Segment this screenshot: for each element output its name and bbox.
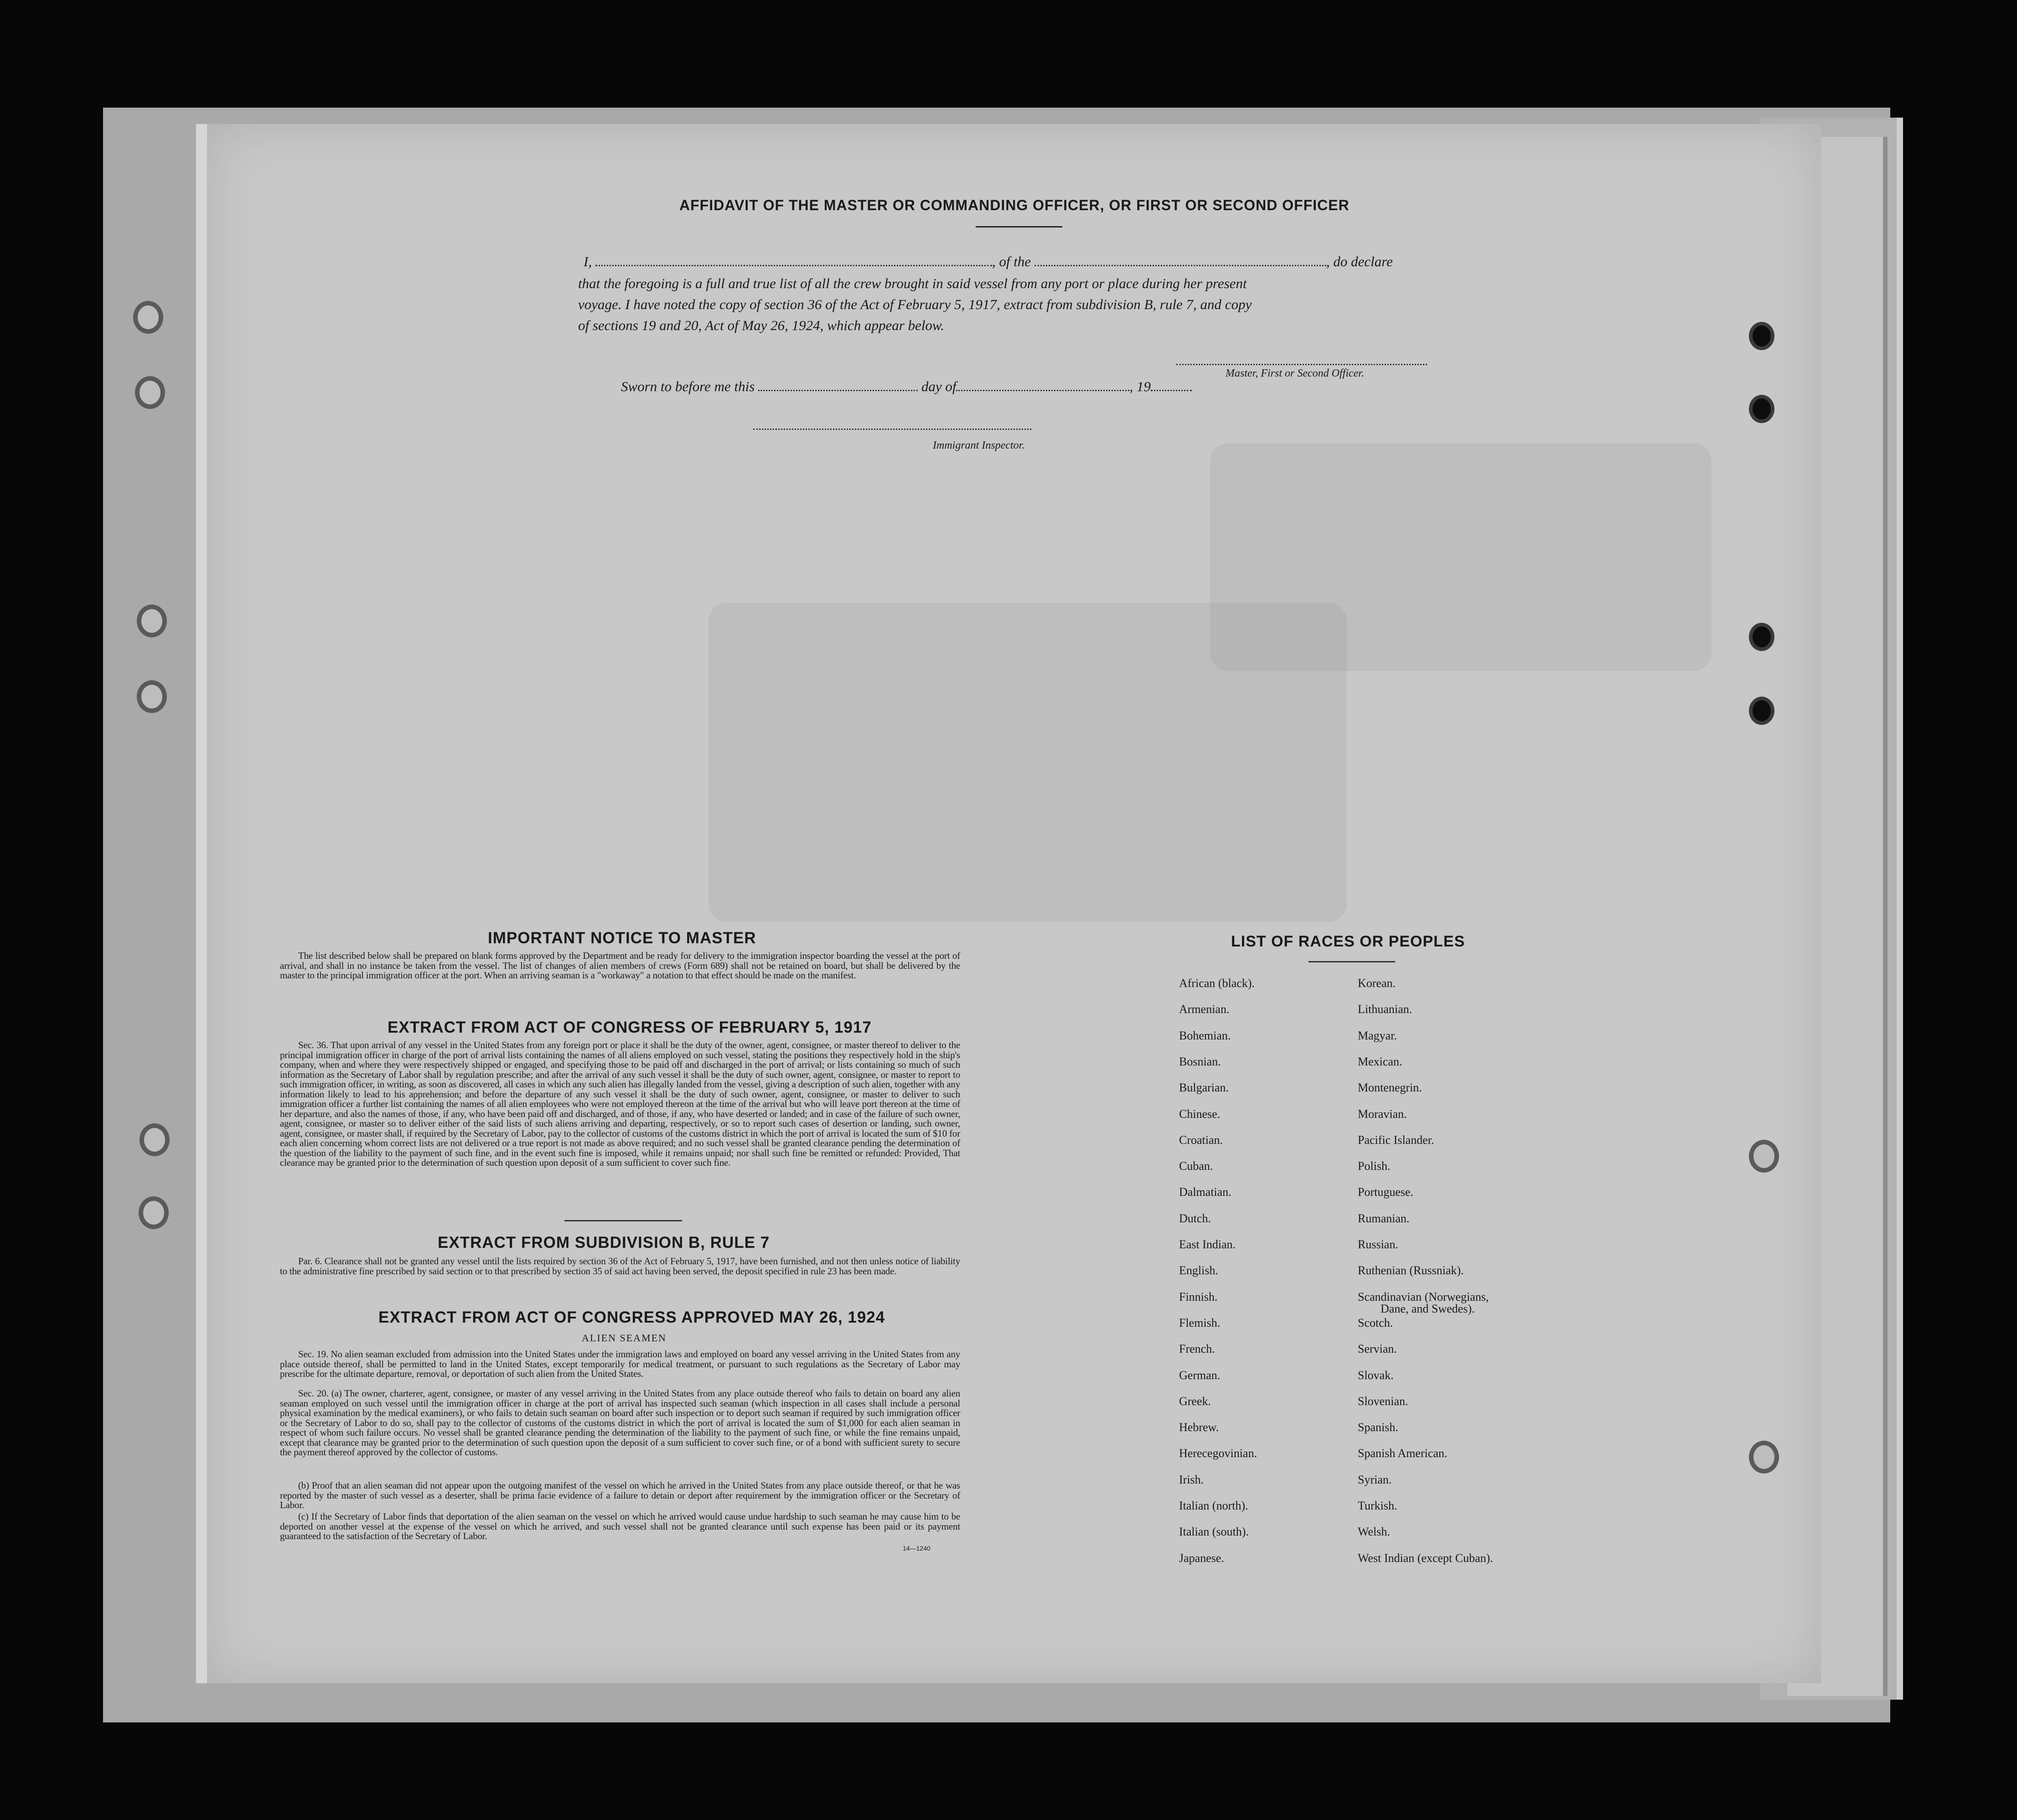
binder-hole-right-5	[1749, 1140, 1779, 1173]
binder-hole-right-4	[1749, 697, 1774, 725]
race-item: Ruthenian (Russniak).	[1358, 1264, 1464, 1277]
affidavit-title: AFFIDAVIT OF THE MASTER OR COMMANDING OFFICER, OR FIRST OR SECOND OFFICER	[679, 197, 1350, 213]
sec20a-text: Sec. 20. (a) The owner, charterer, agent, consignee, or master of any vessel arriving in the United States from any place outside thereof who fails to detain on board any alien seaman employed on such vessel until the immigration officer in charge at the port of arrival has inspected such seaman (which inspection in all cases shall include a personal physical examination by the medical examiners), or who fails to detain such seaman on board after such inspection or to deport such seaman if required by such immigration officer or the Secretary of Labor to do so, shall pay to the collector of customs of the customs district in which the port of arrival is located the sum of $1,000 for each alien seaman in respect of whom such failure occurs. No vessel shall be granted clearance pending the determination of the liability to the payment of such fine, or while the fine remains unpaid, except that clearance may be granted prior to the determination of such question upon the deposit of a sum sufficient to cover such fine, or of a bond with sufficient surety to secure the payment thereof approved by the collector of customs.	[280, 1388, 960, 1458]
race-item: Hebrew.	[1179, 1421, 1219, 1434]
race-item: German.	[1179, 1368, 1221, 1382]
notice-title: IMPORTANT NOTICE TO MASTER	[488, 929, 756, 947]
race-item: Polish.	[1358, 1159, 1391, 1173]
race-item: Russian.	[1358, 1238, 1398, 1251]
rule7-text: Par. 6. Clearance shall not be granted any vessel until the lists required by section 36 of the Act of February 5, 1917, have been furnished, and not then unless notice of liability to the administrative fine prescribed by said section or to that prescribed by section 35 of said act having been served, the deposit specified in rule 23 has been made.	[280, 1256, 960, 1277]
affidavit-line-4: of sections 19 and 20, Act of May 26, 1924, which appear below.	[578, 317, 945, 333]
section-divider-1	[564, 1220, 682, 1221]
race-item: Italian (north).	[1179, 1499, 1248, 1512]
affidavit-line-2: that the foregoing is a full and true list of all the crew brought in said vessel from any port or place during her present	[578, 275, 1247, 291]
race-item: French.	[1179, 1342, 1215, 1356]
extract-1917-text: Sec. 36. That upon arrival of any vessel in the United States from any foreign port or place it shall be the duty of the owner, agent, consignee, or master thereof to deliver to the principal immigration officer in charge of the port of arrival lists containing the names of all aliens employed on such vessel, stating the positions they respectively hold in the ship's company, when and where they were respectively shipped or engaged, and specifying those to be paid off and discharged in the port of arrival; or lists containing so much of such information as the Secretary of Labor shall by regulation prescribe; and after the arrival of any such vessel it shall be the duty of such owner, agent, consignee, or master to report to such immigration officer, in writing, as soon as discovered, all cases in which any such alien has illegally landed from the vessel, giving a description of such alien, together with any information likely to lead to his apprehension; and before the departure of any such vessel it shall be the duty of such owner, agent, consignee, or master to deliver to such immigration officer a further list containing the names of all alien employees who were not employed thereon at the time of the arrival but who will leave port thereon at the time of her departure, and also the names of those, if any, who have been paid off and discharged, and of those, if any, who have deserted or landed; and in case of the failure of such owner, agent, consignee, or master so to deliver either of the said lists of such aliens arriving and departing, respectively, or so to report such cases of desertion or landing, such owner, agent, consignee, or master shall, if required by the Secretary of Labor, pay to the collector of customs of the customs district in which the port of arrival is located the sum of $10 for each alien concerning whom correct lists are not delivered or a true report is not made as above required; and no such vessel shall be granted clearance pending the determination of the question of the liability to the payment of such fine, and in the event such fine is imposed, while it remains unpaid; nor shall such fine be remitted or refunded: Provided, That clearance may be granted prior to the determination of such question upon deposit of a sum sufficient to cover such fine.	[280, 1039, 960, 1168]
affidavit-line1-end: , do declare	[1326, 253, 1393, 269]
binder-hole-right-3	[1749, 623, 1774, 651]
binder-hole-left-2	[135, 376, 165, 409]
race-item: Armenian.	[1179, 1003, 1230, 1016]
race-item: Dane, and Swedes).	[1381, 1302, 1475, 1315]
race-item: Dutch.	[1179, 1211, 1211, 1225]
race-item: Croatian.	[1179, 1133, 1223, 1147]
vessel-name-blank[interactable]	[1034, 256, 1326, 266]
binder-hole-right-1	[1749, 322, 1774, 350]
extract-1924-title: EXTRACT FROM ACT OF CONGRESS APPROVED MAY 26, 1924	[378, 1308, 885, 1326]
affidavit-title-rule	[976, 226, 1062, 228]
sworn-line	[621, 378, 1192, 395]
race-item: Mexican.	[1358, 1055, 1402, 1068]
race-item: Pacific Islander.	[1358, 1133, 1434, 1147]
race-item: Spanish.	[1358, 1421, 1398, 1434]
race-item: Syrian.	[1358, 1473, 1392, 1486]
sworn-start: Sworn to before me this	[621, 378, 755, 394]
sec20b-text: (b) Proof that an alien seaman did not appear upon the outgoing manifest of the vessel on which he arrived in the United States from any place outside thereof, or that he was reported by the master of such vessel as a deserter, shall be prima facie evidence of a failure to detain or deport after requirement by the immigration officer or the Secretary of Labor.	[280, 1480, 960, 1510]
declarant-name-blank[interactable]	[595, 256, 992, 266]
sworn-day-blank[interactable]	[758, 381, 918, 391]
form-number: 14—1240	[903, 1545, 931, 1552]
binder-hole-left-4	[137, 680, 167, 713]
race-item: Greek.	[1179, 1394, 1211, 1408]
race-item: Servian.	[1358, 1342, 1397, 1356]
master-signature-line[interactable]	[1176, 364, 1427, 365]
race-item: Magyar.	[1358, 1029, 1397, 1042]
sworn-end: , 19	[1129, 378, 1151, 394]
races-title: LIST OF RACES OR PEOPLES	[1231, 933, 1465, 950]
race-item: Bosnian.	[1179, 1055, 1221, 1068]
race-item: Slovenian.	[1358, 1394, 1408, 1408]
race-item: Slovak.	[1358, 1368, 1394, 1382]
race-item: Italian (south).	[1179, 1525, 1249, 1539]
race-item: Moravian.	[1358, 1107, 1407, 1121]
race-item: Montenegrin.	[1358, 1081, 1422, 1095]
race-item: Portuguese.	[1358, 1185, 1414, 1199]
inspector-signature-line[interactable]	[753, 429, 1031, 430]
race-item: Finnish.	[1179, 1290, 1218, 1303]
sworn-year-blank[interactable]	[1151, 381, 1192, 391]
race-item: Bohemian.	[1179, 1029, 1231, 1042]
races-title-rule	[1308, 961, 1395, 962]
race-item: Lithuanian.	[1358, 1003, 1412, 1016]
race-item: Turkish.	[1358, 1499, 1397, 1512]
notice-text: The list described below shall be prepared on blank forms approved by the Department and be ready for delivery to the immigration inspector boarding the vessel at the port of arrival, and shall in no instance be taken from the vessel. The list of changes of alien members of crews (Form 689) shall not be retained on board, but shall be delivered by the master to the principal immigration officer at the port. When an arriving seaman is a "workaway" a notation to that effect should be made on the manifest.	[280, 950, 960, 981]
affidavit-line-3: voyage. I have noted the copy of section 36 of the Act of February 5, 1917, extract from subdivision B, rule 7, and copy	[578, 296, 1252, 312]
race-item: Welsh.	[1358, 1525, 1390, 1539]
sworn-mid: day of	[921, 378, 957, 394]
race-item: Flemish.	[1179, 1316, 1221, 1329]
race-item: Herecegovinian.	[1179, 1447, 1257, 1460]
race-item: Japanese.	[1179, 1551, 1224, 1565]
extract-1917-title: EXTRACT FROM ACT OF CONGRESS OF FEBRUARY 5, 1917	[388, 1019, 872, 1036]
race-item: African (black).	[1179, 977, 1255, 990]
affidavit-line-1	[584, 253, 1393, 270]
race-item: Scandinavian (Norwegians,	[1358, 1290, 1489, 1303]
affidavit-line1-mid: , of the	[992, 253, 1031, 269]
rule7-title: EXTRACT FROM SUBDIVISION B, RULE 7	[438, 1234, 770, 1251]
sec19-text: Sec. 19. No alien seaman excluded from admission into the United States under the immigration laws and employed on board any vessel arriving in the United States from any place outside thereof, shall be permitted to land in the United States, except temporarily for medical treatment, or pursuant to such regulations as the Secretary of Labor may prescribe for the ultimate departure, removal, or deportation of such alien from the United States.	[280, 1349, 960, 1379]
race-item: English.	[1179, 1264, 1218, 1277]
master-signature-label: Master, First or Second Officer.	[1226, 367, 1364, 379]
race-item: Korean.	[1358, 977, 1396, 990]
race-item: Bulgarian.	[1179, 1081, 1229, 1095]
race-item: Spanish American.	[1358, 1447, 1448, 1460]
race-item: Scotch.	[1358, 1316, 1393, 1329]
binder-hole-left-5	[140, 1123, 170, 1156]
race-item: Chinese.	[1179, 1107, 1221, 1121]
sworn-month-blank[interactable]	[956, 381, 1129, 391]
race-item: Irish.	[1179, 1473, 1204, 1486]
race-item: Cuban.	[1179, 1159, 1213, 1173]
sec20c-text: (c) If the Secretary of Labor finds that deportation of the alien seaman on the vessel on which he arrived would cause undue hardship to such seaman he may cause him to be deported on another vessel at the expense of the vessel on which he arrived, and such vessel shall not be granted clearance until such expense has been paid or its payment guaranteed to the satisfaction of the Secretary of Labor.	[280, 1511, 960, 1541]
alien-seamen-subtitle: ALIEN SEAMEN	[582, 1332, 667, 1344]
binder-hole-right-6	[1749, 1441, 1779, 1474]
race-item: Rumanian.	[1358, 1211, 1410, 1225]
race-item: West Indian (except Cuban).	[1358, 1551, 1493, 1565]
binder-hole-left-6	[139, 1196, 169, 1229]
faded-bleedthrough-2	[1210, 443, 1712, 671]
race-item: Dalmatian.	[1179, 1185, 1231, 1199]
binder-hole-left-3	[137, 605, 167, 637]
inspector-label: Immigrant Inspector.	[933, 439, 1025, 451]
affidavit-line1-start: I,	[584, 253, 592, 269]
binder-hole-right-2	[1749, 395, 1774, 423]
binder-hole-left-1	[133, 301, 163, 334]
race-item: East Indian.	[1179, 1238, 1236, 1251]
